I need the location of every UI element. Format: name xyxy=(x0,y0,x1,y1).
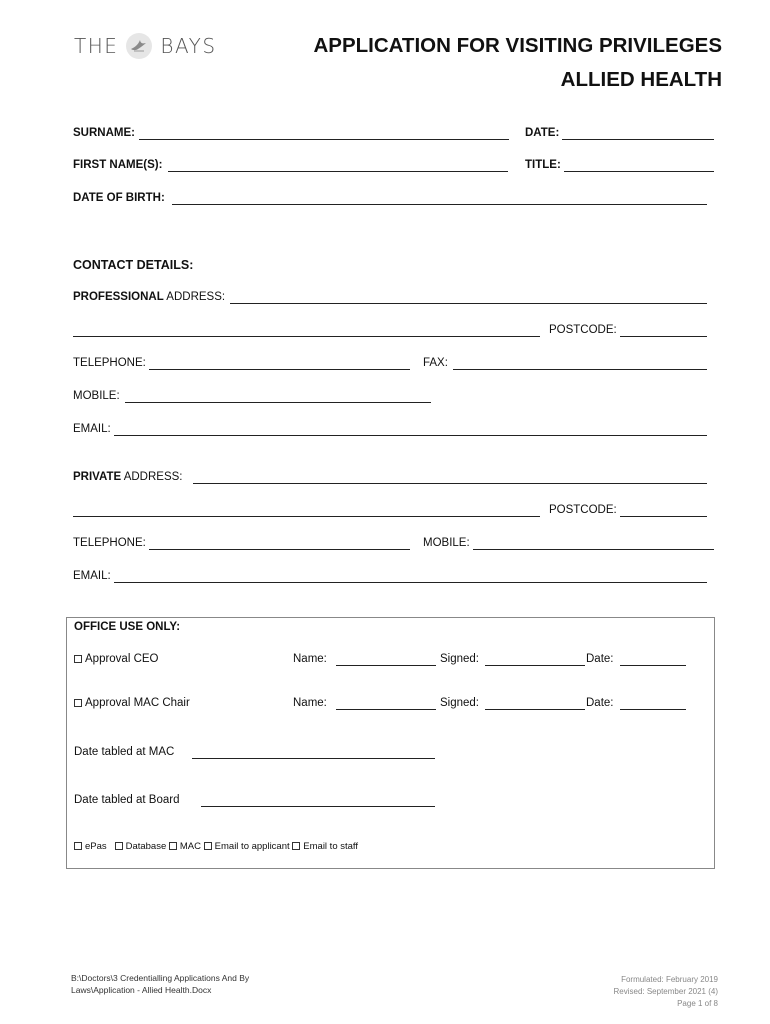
professional-telephone-field[interactable] xyxy=(149,369,410,370)
formulated-date: Formulated: February 2019 xyxy=(621,975,718,984)
private-address-label: PRIVATE ADDRESS: xyxy=(73,471,183,483)
private-mobile-label: MOBILE: xyxy=(423,537,470,549)
office-checklist xyxy=(74,841,358,852)
professional-telephone-label: TELEPHONE: xyxy=(73,357,146,369)
checkbox-icon[interactable] xyxy=(292,842,300,850)
professional-address-line2-field[interactable] xyxy=(73,336,540,337)
tabled-mac-label: Date tabled at MAC xyxy=(74,746,175,758)
checkbox-icon[interactable] xyxy=(115,842,123,850)
file-path-line1: B:\Doctors\3 Credentialling Applications And By xyxy=(71,973,250,983)
ceo-name-label: Name: xyxy=(293,653,327,665)
checkbox-icon[interactable] xyxy=(204,842,212,850)
first-name-field[interactable] xyxy=(168,171,508,172)
dob-label: DATE OF BIRTH: xyxy=(73,192,165,204)
logo-text-bays: BAYS xyxy=(160,34,217,58)
date-field[interactable] xyxy=(562,139,714,140)
checkbox-icon[interactable] xyxy=(74,842,82,850)
fax-field[interactable] xyxy=(453,369,707,370)
page-number: Page 1 of 8 xyxy=(677,999,718,1008)
mac-signed-label: Signed: xyxy=(440,697,480,709)
approval-mac-checkbox[interactable]: Approval MAC Chair xyxy=(74,697,190,709)
mac-date-field[interactable] xyxy=(620,709,686,710)
private-mobile-field[interactable] xyxy=(473,549,714,550)
professional-mobile-field[interactable] xyxy=(125,402,431,403)
professional-postcode-label: POSTCODE: xyxy=(549,324,617,336)
surname-field[interactable] xyxy=(139,139,509,140)
ceo-name-field[interactable] xyxy=(336,665,436,666)
private-telephone-field[interactable] xyxy=(149,549,410,550)
professional-address-field[interactable] xyxy=(230,303,707,304)
private-email-label: EMAIL: xyxy=(73,570,111,582)
revised-date: Revised: September 2021 (4) xyxy=(613,987,718,996)
fax-label: FAX: xyxy=(423,357,448,369)
mac-name-field[interactable] xyxy=(336,709,436,710)
first-name-label: FIRST NAME(S): xyxy=(73,159,163,171)
page-title: APPLICATION FOR VISITING PRIVILEGES xyxy=(313,34,722,57)
checkbox-icon[interactable] xyxy=(74,655,82,663)
mac-name-label: Name: xyxy=(293,697,327,709)
document-info xyxy=(614,974,719,1010)
title-field[interactable] xyxy=(564,171,714,172)
office-use-heading: OFFICE USE ONLY: xyxy=(74,621,181,633)
professional-email-label: EMAIL: xyxy=(73,423,111,435)
professional-mobile-label: MOBILE: xyxy=(73,390,120,402)
surname-label: SURNAME: xyxy=(73,127,135,139)
checklist-database[interactable]: Database xyxy=(115,841,167,852)
mac-date-label: Date: xyxy=(586,697,614,709)
ceo-signed-label: Signed: xyxy=(440,653,480,665)
checklist-email-staff[interactable]: Email to staff xyxy=(292,841,358,852)
mac-signed-field[interactable] xyxy=(485,709,585,710)
professional-postcode-field[interactable] xyxy=(620,336,707,337)
page-subtitle: ALLIED HEALTH xyxy=(560,68,722,91)
ceo-signed-field[interactable] xyxy=(485,665,585,666)
checkbox-icon[interactable] xyxy=(74,699,82,707)
ceo-date-label: Date: xyxy=(586,653,614,665)
logo-text-the: THE xyxy=(74,34,119,58)
ceo-date-field[interactable] xyxy=(620,665,686,666)
logo xyxy=(74,32,217,60)
date-label: DATE: xyxy=(525,127,560,139)
checklist-mac[interactable]: MAC xyxy=(169,841,201,852)
file-path-line2: Laws\Application - Allied Health.Docx xyxy=(71,985,212,995)
contact-heading: CONTACT DETAILS: xyxy=(73,258,194,272)
private-postcode-label: POSTCODE: xyxy=(549,504,617,516)
tabled-board-field[interactable] xyxy=(201,806,435,807)
private-address-field[interactable] xyxy=(193,483,707,484)
checklist-epas[interactable]: ePas xyxy=(74,841,107,852)
tabled-board-label: Date tabled at Board xyxy=(74,794,180,806)
checkbox-icon[interactable] xyxy=(169,842,177,850)
checklist-email-applicant[interactable]: Email to applicant xyxy=(204,841,290,852)
professional-address-label: PROFESSIONAL ADDRESS: xyxy=(73,291,226,303)
approval-ceo-checkbox[interactable]: Approval CEO xyxy=(74,653,159,665)
dob-field[interactable] xyxy=(172,204,707,205)
private-postcode-field[interactable] xyxy=(620,516,707,517)
file-path xyxy=(71,972,249,996)
private-address-line2-field[interactable] xyxy=(73,516,540,517)
tabled-mac-field[interactable] xyxy=(192,758,435,759)
title-label: TITLE: xyxy=(525,159,561,171)
bird-icon xyxy=(125,32,153,60)
private-telephone-label: TELEPHONE: xyxy=(73,537,146,549)
office-use-box xyxy=(66,617,715,869)
private-email-field[interactable] xyxy=(114,582,707,583)
professional-email-field[interactable] xyxy=(114,435,707,436)
